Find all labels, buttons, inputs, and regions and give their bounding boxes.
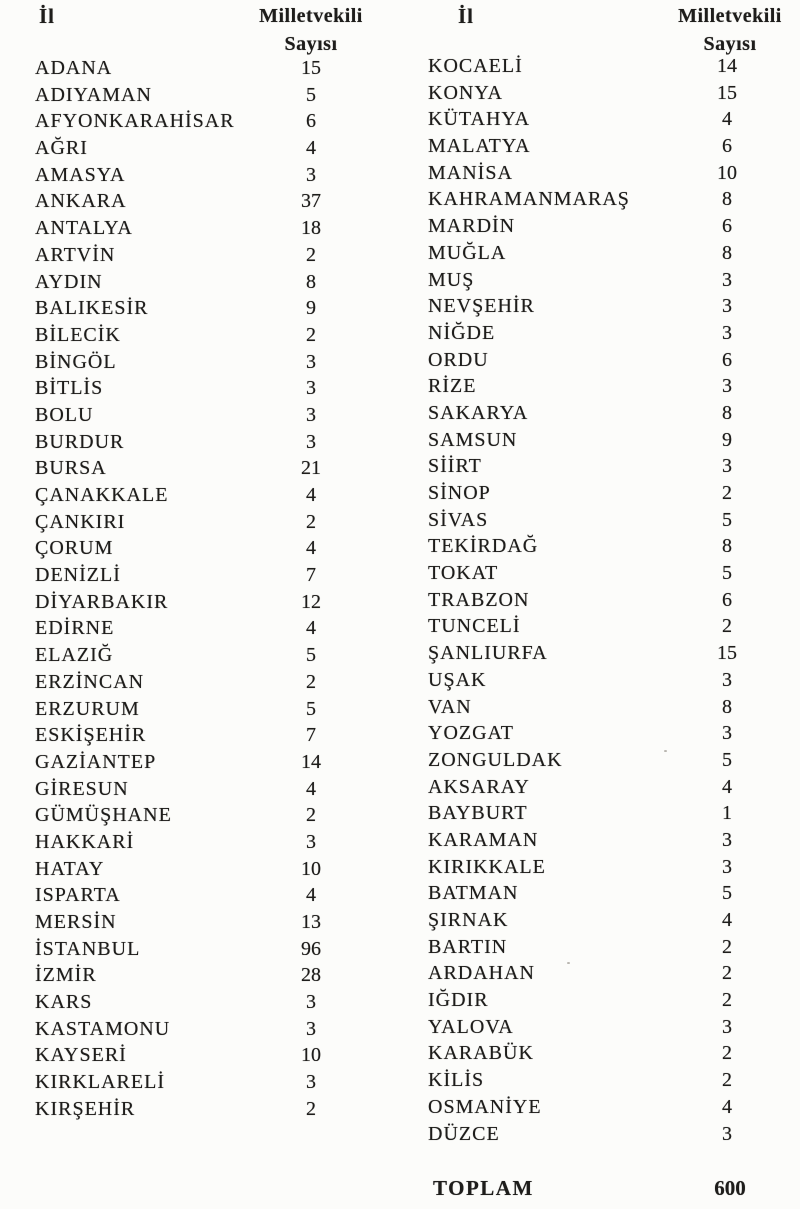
mp-count: 7 (306, 564, 316, 587)
table-row (35, 644, 385, 671)
province-name: ÇANKIRI (35, 510, 126, 533)
mp-count: 9 (306, 297, 316, 320)
table-row (35, 804, 385, 831)
table-row (35, 484, 385, 511)
mp-count: 5 (722, 882, 732, 905)
table-row (428, 856, 778, 883)
province-name: KİLİS (428, 1069, 485, 1092)
province-name: BOLU (35, 403, 94, 426)
province-name: KARAMAN (428, 828, 539, 851)
table-row (428, 322, 778, 349)
mp-count: 5 (722, 508, 732, 531)
table-row (428, 162, 778, 189)
table-row (428, 1123, 778, 1150)
mp-count: 4 (722, 909, 732, 931)
mp-count: 4 (306, 537, 316, 560)
mp-count: 5 (306, 83, 316, 106)
table-row (35, 1071, 385, 1098)
mp-count: 12 (301, 590, 321, 613)
mp-count: 3 (306, 377, 316, 400)
table-row (35, 404, 385, 431)
table-row (35, 351, 385, 378)
mp-count: 3 (722, 295, 732, 318)
table-row (35, 164, 385, 191)
table-row (428, 722, 778, 749)
table-row (35, 137, 385, 164)
mp-count: 2 (722, 962, 732, 985)
mp-count: 5 (306, 697, 316, 720)
table-row (35, 698, 385, 725)
mp-count: 2 (722, 615, 732, 638)
province-name: MUĞLA (428, 241, 507, 264)
table-row (35, 57, 385, 84)
table-row (35, 271, 385, 298)
mp-count: 3 (306, 830, 316, 853)
province-name: MANİSA (428, 161, 513, 184)
province-name: AKSARAY (428, 775, 530, 798)
total-row (433, 1176, 783, 1204)
mp-count: 3 (306, 1017, 316, 1040)
mp-count: 2 (722, 935, 732, 958)
province-name: YOZGAT (428, 722, 514, 745)
province-name: VAN (428, 695, 472, 718)
mp-count: 3 (306, 350, 316, 373)
table-row (35, 457, 385, 484)
table-row (35, 591, 385, 618)
table-row (35, 190, 385, 217)
province-name: DENİZLİ (35, 564, 121, 587)
mp-count: 2 (722, 989, 732, 1012)
mp-count: 3 (722, 268, 732, 291)
mp-count: 3 (722, 828, 732, 851)
mp-count: 9 (722, 428, 732, 451)
mp-count: 10 (717, 161, 737, 184)
table-row (428, 909, 778, 936)
province-name: KARS (35, 991, 93, 1014)
province-name: NİĞDE (428, 321, 496, 344)
mp-count: 28 (301, 964, 321, 987)
table-row (428, 776, 778, 803)
mp-count: 5 (306, 644, 316, 667)
mp-count: 96 (301, 937, 321, 960)
scan-speck (664, 750, 667, 752)
column-header-milletvekili-right (650, 2, 800, 58)
table-row (428, 135, 778, 162)
province-name: BARTIN (428, 935, 508, 958)
mp-count: 8 (722, 695, 732, 718)
table-row (35, 1044, 385, 1071)
mp-count: 14 (717, 55, 737, 77)
table-row (35, 884, 385, 911)
province-name: KAHRAMANMARAŞ (428, 188, 630, 211)
province-name: ESKİŞEHİR (35, 724, 147, 747)
province-name: AYDIN (35, 270, 103, 293)
province-name: KIRKLARELİ (35, 1071, 165, 1094)
table-row (428, 269, 778, 296)
mp-count: 37 (301, 190, 321, 213)
table-row (428, 936, 778, 963)
header-sayisi-line2: Sayısı (703, 33, 757, 55)
mp-count: 6 (722, 135, 732, 158)
table-row (428, 455, 778, 482)
province-name: KIRŞEHİR (35, 1097, 136, 1120)
mp-count: 15 (301, 57, 321, 79)
table-row (428, 482, 778, 509)
mp-count: 1 (722, 802, 732, 825)
province-name: ERZURUM (35, 697, 140, 720)
mp-count: 3 (306, 163, 316, 186)
mp-count: 4 (306, 617, 316, 640)
mp-count: 3 (722, 1015, 732, 1038)
table-row (428, 989, 778, 1016)
mp-count: 8 (722, 401, 732, 424)
table-row (35, 831, 385, 858)
header-milletvekili-line1: Milletvekili (259, 5, 363, 27)
table-row (428, 1096, 778, 1123)
province-name: İSTANBUL (35, 937, 141, 960)
province-name: DİYARBAKIR (35, 590, 169, 613)
column-header-il-right: İl (458, 4, 475, 28)
table-row (35, 911, 385, 938)
mp-count: 6 (722, 215, 732, 238)
province-name: ADIYAMAN (35, 83, 152, 106)
table-row (428, 882, 778, 909)
mp-count: 4 (306, 777, 316, 800)
table-row (428, 535, 778, 562)
province-name: MARDİN (428, 215, 516, 238)
province-name: MALATYA (428, 135, 531, 158)
province-name: RİZE (428, 375, 477, 398)
column-header-milletvekili-left (231, 2, 391, 58)
table-row (428, 295, 778, 322)
mp-count: 8 (722, 535, 732, 558)
mp-count: 3 (306, 991, 316, 1014)
province-name: TOKAT (428, 562, 499, 585)
mp-count: 5 (722, 562, 732, 585)
table-row (35, 991, 385, 1018)
province-name: BİLECİK (35, 323, 121, 346)
province-name: YALOVA (428, 1015, 514, 1038)
table-row (35, 964, 385, 991)
mp-count: 2 (722, 1069, 732, 1092)
table-row (428, 1042, 778, 1069)
mp-count: 8 (722, 188, 732, 211)
table-row (35, 724, 385, 751)
table-row (35, 297, 385, 324)
mp-count: 6 (306, 110, 316, 133)
province-name: KÜTAHYA (428, 108, 531, 131)
table-row (428, 55, 778, 82)
mp-count: 3 (306, 1071, 316, 1094)
table-row (428, 188, 778, 215)
mp-count: 8 (722, 241, 732, 264)
mp-count: 18 (301, 217, 321, 240)
province-name: ŞIRNAK (428, 909, 509, 931)
province-name: IĞDIR (428, 989, 489, 1012)
table-row (428, 642, 778, 669)
province-name: ZONGULDAK (428, 748, 563, 771)
province-name: GÜMÜŞHANE (35, 804, 172, 827)
table-row (428, 562, 778, 589)
province-name: BAYBURT (428, 802, 528, 825)
province-name: KASTAMONU (35, 1017, 171, 1040)
province-name: ERZİNCAN (35, 670, 145, 693)
province-name: ADANA (35, 57, 113, 79)
province-name: NEVŞEHİR (428, 295, 535, 318)
table-row (35, 511, 385, 538)
province-name: BİNGÖL (35, 350, 117, 373)
province-name: TRABZON (428, 588, 530, 611)
mp-count: 8 (306, 270, 316, 293)
table-row (35, 778, 385, 805)
mp-count: 4 (722, 775, 732, 798)
province-name: ŞANLIURFA (428, 642, 548, 665)
province-name: BURDUR (35, 430, 125, 453)
table-row (428, 669, 778, 696)
table-row (428, 615, 778, 642)
province-name: MUŞ (428, 268, 475, 291)
mp-count: 2 (722, 1042, 732, 1065)
mp-count: 2 (722, 482, 732, 504)
scan-speck (567, 962, 570, 964)
mp-count: 3 (722, 668, 732, 691)
table-row (428, 1016, 778, 1043)
province-name: SİNOP (428, 482, 491, 504)
province-name: BİTLİS (35, 377, 104, 400)
header-milletvekili-line1: Milletvekili (678, 5, 782, 27)
province-name: ANKARA (35, 190, 127, 213)
province-name: TEKİRDAĞ (428, 535, 539, 558)
province-name: OSMANİYE (428, 1095, 542, 1118)
mp-count: 7 (306, 724, 316, 747)
mp-count: 4 (722, 1095, 732, 1118)
province-name: SİİRT (428, 455, 482, 478)
province-name: UŞAK (428, 668, 487, 691)
mp-count: 2 (306, 804, 316, 827)
table-row (35, 751, 385, 778)
table-row (428, 375, 778, 402)
table-row (35, 110, 385, 137)
table-row (428, 215, 778, 242)
province-name: GİRESUN (35, 777, 129, 800)
table-rows-right (428, 55, 778, 1149)
table-row (428, 802, 778, 829)
mp-count: 3 (722, 455, 732, 478)
table-rows-left (35, 57, 385, 1125)
table-row (428, 696, 778, 723)
table-row (35, 564, 385, 591)
table-row (35, 84, 385, 111)
province-name: ORDU (428, 348, 489, 371)
table-row (428, 589, 778, 616)
mp-count: 14 (301, 750, 321, 773)
province-name: ISPARTA (35, 884, 121, 907)
province-name: KIRIKKALE (428, 855, 546, 878)
table-row (35, 324, 385, 351)
table-row (35, 617, 385, 644)
table-row (428, 429, 778, 456)
province-name: AMASYA (35, 163, 126, 186)
table-row (428, 829, 778, 856)
table-row (428, 349, 778, 376)
table-row (428, 242, 778, 269)
table-row (35, 217, 385, 244)
table-row (428, 962, 778, 989)
table-row (35, 938, 385, 965)
mp-count: 3 (722, 722, 732, 745)
province-name: MERSİN (35, 911, 117, 933)
mp-count: 13 (301, 911, 321, 933)
mp-count: 2 (306, 1097, 316, 1120)
province-name: BALIKESİR (35, 297, 149, 320)
total-label: TOPLAM (433, 1176, 534, 1200)
mp-count: 3 (722, 375, 732, 398)
mp-count: 10 (301, 1044, 321, 1067)
mp-count: 3 (722, 1122, 732, 1145)
province-name: KAYSERİ (35, 1044, 127, 1067)
province-name: ÇANAKKALE (35, 484, 169, 506)
province-name: ELAZIĞ (35, 644, 114, 667)
table-row (35, 431, 385, 458)
mp-count: 3 (722, 855, 732, 878)
province-name: TUNCELİ (428, 615, 521, 638)
mp-count: 15 (717, 642, 737, 665)
header-sayisi-line2: Sayısı (284, 33, 338, 55)
table-row (35, 537, 385, 564)
province-name: BATMAN (428, 882, 519, 905)
province-name: BURSA (35, 457, 107, 480)
total-value: 600 (714, 1176, 746, 1200)
table-row (428, 108, 778, 135)
province-name: KONYA (428, 81, 503, 104)
province-name: SİVAS (428, 508, 489, 531)
mp-count: 10 (301, 857, 321, 880)
mp-count: 3 (722, 321, 732, 344)
province-name: AĞRI (35, 137, 88, 160)
table-row (428, 749, 778, 776)
mp-count: 4 (722, 108, 732, 131)
province-name: HAKKARİ (35, 830, 135, 853)
table-row (35, 1098, 385, 1125)
mp-count: 2 (306, 510, 316, 533)
table-row (35, 858, 385, 885)
column-header-il-left: İl (39, 4, 56, 28)
mp-count: 2 (306, 670, 316, 693)
province-name: DÜZCE (428, 1122, 500, 1145)
mp-count: 3 (306, 430, 316, 453)
table-row (428, 402, 778, 429)
mp-count: 4 (306, 484, 316, 506)
province-name: İZMİR (35, 964, 97, 987)
mp-count: 21 (301, 457, 321, 480)
table-row (428, 82, 778, 109)
province-name: KOCAELİ (428, 55, 523, 77)
mp-count: 4 (306, 884, 316, 907)
province-name: KARABÜK (428, 1042, 534, 1065)
mp-count: 2 (306, 243, 316, 266)
province-name: ARDAHAN (428, 962, 535, 985)
mp-count: 5 (722, 748, 732, 771)
table-row (35, 244, 385, 271)
table-row (428, 1069, 778, 1096)
province-name: AFYONKARAHİSAR (35, 110, 235, 133)
mp-count: 6 (722, 348, 732, 371)
table-row (428, 509, 778, 536)
table-row (35, 377, 385, 404)
province-name: EDİRNE (35, 617, 115, 640)
province-name: ÇORUM (35, 537, 114, 560)
province-name: SAMSUN (428, 428, 518, 451)
table-row (35, 671, 385, 698)
table-row (35, 1018, 385, 1045)
province-name: ANTALYA (35, 217, 133, 240)
province-name: GAZİANTEP (35, 750, 157, 773)
mp-count: 6 (722, 588, 732, 611)
mp-count: 15 (717, 81, 737, 104)
province-name: HATAY (35, 857, 105, 880)
mp-count: 3 (306, 403, 316, 426)
mp-count: 4 (306, 137, 316, 160)
mp-count: 2 (306, 323, 316, 346)
province-name: ARTVİN (35, 243, 116, 266)
province-name: SAKARYA (428, 401, 529, 424)
